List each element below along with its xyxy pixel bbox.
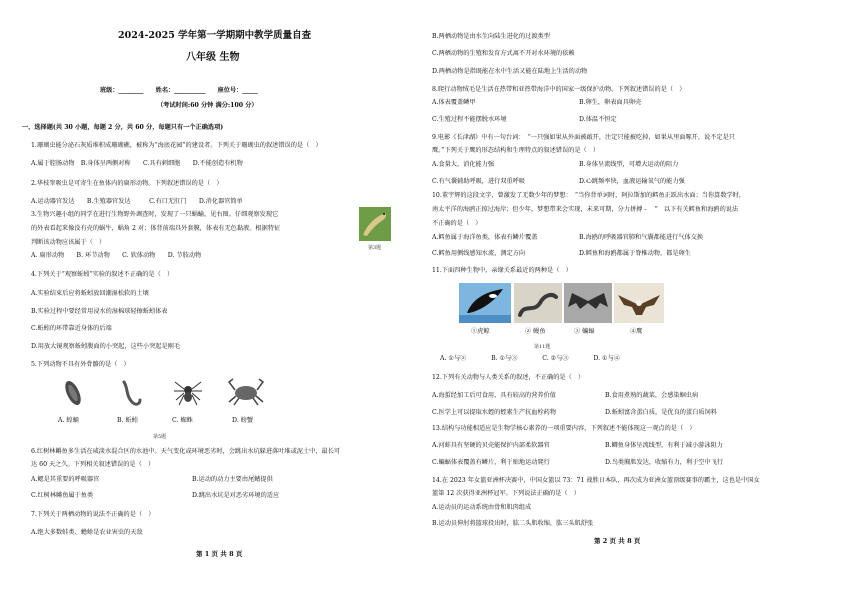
exam-title: 2024-2025 学年第一学期期中教学质量自查 <box>118 30 312 41</box>
question-6-option-a: A.鳃是其重要的呼吸器官 <box>31 476 100 483</box>
question-6-option-b: B.运动的动力主要由尾鳍提供 <box>192 476 273 483</box>
question-12-option-d: D.蚯蚓富含蛋白质，是优良的蛋白质饲料 <box>605 409 717 416</box>
question-8-option-b: B.卵生，卵表面具卵壳 <box>579 99 642 106</box>
question-4: 4.下列关于“观察蚯蚓”实验的叙述不正确的是（ ） <box>31 271 174 278</box>
question-13: 13.结构与功能相适应是生物学核心素养的一项重要内容，下列叙述不能体现这一观点的是（ ） <box>432 425 696 432</box>
locust-nymph-image <box>58 376 88 408</box>
question-6-line-1: 6.红树林鳉鱼多生活在咸淡水混合区的水池中。天气变化或环境恶劣时，会跳出水坑躲进落叶堆或泥土中，最长可 <box>31 448 341 455</box>
student-info-line: 班级：________ 姓名：__________ 座位号：_____ <box>100 87 258 94</box>
question-7-option-a: A.绝大多数蛙类、蟾蜍是农业害虫的天敌 <box>31 529 143 536</box>
figure-11-caption: 第11题 <box>534 344 551 350</box>
question-9-option-b: B.身体呈流线型，可增大运动的阻力 <box>579 161 679 168</box>
section-heading: 一、选择题(共 30 小题，每题 2 分，共 60 分，每题只有一个正确选项) <box>22 124 224 131</box>
question-4-option-b: B.实验过程中要经常用浸水的湿棉球轻擦蚯蚓体表 <box>31 308 168 315</box>
question-10-option-d: D.鳕鱼和海鸥都属于脊椎动物，都是卵生 <box>579 250 691 257</box>
question-9-option-a: A.食量大，消化能力强 <box>432 161 495 168</box>
question-10-line-3: 不正确的是（ ） <box>432 220 482 227</box>
exam-info: （考试时间:60 分钟 满分:100 分） <box>157 102 258 109</box>
question-9-line-1: 9.电影《长津湖》中有一句台词： “一只强如果从外面被敲开，注定只能被吃掉，如果从里面啄开，说不定是只 <box>432 134 735 141</box>
slug-photo <box>359 207 391 241</box>
question-13-option-a: A.河蚌具有坚硬的贝壳能保护内部柔软器官 <box>432 442 550 449</box>
question-8-option-a: A.体表覆盖鳞甲 <box>432 99 476 106</box>
question-13-option-c: C.蝙蝠体表覆盖有鳞片，利于贴地运动爬行 <box>432 459 550 466</box>
question-12-option-b: B.食用煮熟的蔬菜，会感染蛔虫病 <box>605 392 699 399</box>
question-7-option-c: C.两栖动物的生殖和发育方式离不开对水环境的依赖 <box>432 50 575 57</box>
question-8-option-d: D.体温不恒定 <box>579 116 617 123</box>
question-13-option-d: D.鸟类胸肌发达，收缩有力，利于空中飞行 <box>605 459 724 466</box>
question-14-option-a: A.运动员的运动系统由骨和肌肉组成 <box>432 504 532 511</box>
question-10-option-b: B.海鸥的呼吸器官肺和气囊都能进行气体交换 <box>579 234 704 241</box>
question-5: 5.下列动物不具有外骨骼的是（ ） <box>31 361 130 368</box>
question-3-options: A. 扁形动物 B. 环节动物 C. 软体动物 D. 节肢动物 <box>31 252 202 259</box>
crab-image <box>226 373 266 409</box>
question-4-option-c: C.蚯蚓的环带靠近身体的后端 <box>31 325 112 332</box>
question-9-option-d: D.心跳频率快，血液运输氧气的能力强 <box>579 178 685 185</box>
question-4-option-d: D.用放大镜观察蚯蚓腹面的小突起，这些小突起是刚毛 <box>31 343 181 350</box>
q5-label-c: C. 蜘蛛 <box>172 417 193 424</box>
question-12: 12.下列有关动物与人类关系的叙述，不正确的是（ ） <box>432 374 585 381</box>
question-10-line-2: 南太平洋的海鸥正掠过海岸；但少年，梦想带来会实现，未来可期，分力拼搏 - ” 以下有关鳕鱼和海鸥的说法 <box>432 206 739 213</box>
question-8-option-c: C.生殖过程不能摆脱水环境 <box>432 116 507 123</box>
question-4-option-a: A.实验结束后应将蚯蚓放回潮湿松软的土壤 <box>31 290 149 297</box>
question-6-option-c: C.红树林鳉鱼属于鱼类 <box>31 492 94 499</box>
figure-5-caption: 第5题 <box>153 434 167 440</box>
question-2-options: A.运动器官发达 B.生殖器官发达 C.有口无肛门 D.消化器官简单 <box>31 198 243 205</box>
page-2 <box>430 0 860 608</box>
q5-label-a: A. 蝗蛹 <box>58 417 79 424</box>
question-1-options: A.属于腔肠动物 B.身体呈两侧对称 C.具有刺细胞 D.不能创造有机物 <box>31 160 243 167</box>
question-9-line-2: 鹰。”下列关于鹰的形态结构和生理特点的叙述错误的是（ ） <box>432 147 600 154</box>
question-14-option-b: B.运动员伸肘将篮球投出时，肱二头肌收缩，肱三头肌舒张 <box>432 520 594 527</box>
exam-subtitle: 八年级 生物 <box>186 52 240 63</box>
question-6-option-d: D.跳出水坑是对恶劣环境的适应 <box>192 492 280 499</box>
question-9-option-c: C.有气囊辅助呼吸，进行双重呼吸 <box>432 178 526 185</box>
question-3-line-1: 3.生物兴趣小组的同学在进行生物野外调查时，发现了一只蜗蝓，见右图。仔细观察发现它 <box>31 211 279 218</box>
question-14-line-1: 14.在 2023 年女篮亚洲杯决赛中，中国女篮以 73：71 战胜日本队，再次成为亚洲女篮顶级赛事的霸主，这也是中国女 <box>432 477 760 484</box>
page-1-footer: 第 1 页 共 8 页 <box>196 550 243 558</box>
question-1: 1.珊瑚虫能分泌石灰质堆积成珊瑚礁，被称为“海底花园”的建设者。下列关于珊瑚虫的叙述错误的是（ ） <box>31 142 322 149</box>
question-10-option-a: A.鳕鱼属于海洋鱼类，体表有鳞片覆盖 <box>432 234 538 241</box>
question-10-line-1: 10.董宇辉的这段文字，曾激发了无数少年的梦想： “当你背单词时，阿拉斯加的鳕鱼正跃出水面；当你算数学时， <box>432 192 746 199</box>
q5-label-d: D. 螃蟹 <box>232 417 254 424</box>
question-14-line-2: 篮第 12 次获得亚洲杯冠军。下列说法正确的是（ ） <box>432 490 580 497</box>
page-2-footer: 第 2 页 共 8 页 <box>594 537 641 545</box>
q5-label-b: B. 蚯蚓 <box>117 417 138 424</box>
spider-image <box>172 376 204 408</box>
question-7-option-d: D.两栖动物是指既能在水中生活又能在陆地上生活的动物 <box>432 68 588 75</box>
bat-image <box>564 283 612 323</box>
orca-image <box>459 283 511 323</box>
q11-label-4: ④鹰 <box>630 328 643 335</box>
question-13-option-b: B.鲫鱼身体呈流线型，有利于减小游泳阻力 <box>605 442 723 449</box>
question-12-option-a: A.海蜇经加工后可食用，具有较高的营养价值 <box>432 392 556 399</box>
question-3-line-3: 判断该动物应该属于（ ） <box>31 239 106 246</box>
earthworm-image <box>118 378 146 408</box>
question-8: 8.爬行动物绒毛是生活在热带和亚热带海洋中的国家一级保护动物。下列叙述错误的是（ ） <box>432 86 686 93</box>
question-11-options: A. ①与② B. ①与③ C. ②与③ D. ①与④ <box>440 355 620 362</box>
question-11: 11.下面四种生物中，亲缘关系最近的两种是（ ） <box>432 267 572 274</box>
q11-label-3: ③ 蝙蝠 <box>574 328 595 335</box>
q11-label-1: ①虎鲸 <box>471 328 490 335</box>
eel-image <box>514 283 562 323</box>
eagle-image <box>614 283 664 323</box>
question-3-line-2: 的外表看起来像没有壳的蜗牛，蜗角 2 对；体背前端具外套膜，体表有无色黏液。根据特征 <box>31 225 281 232</box>
question-7: 7.下列关于两栖动物的说法不正确的是（ ） <box>31 511 155 518</box>
figure-3-caption: 第3题 <box>368 245 382 251</box>
question-2: 2.华枝睾吸虫是可寄生在鱼体内的扁形动物。下列叙述错误的是（ ） <box>31 180 223 187</box>
question-12-option-c: C.医学上可以提取水蛭的蛭素生产抗血栓药物 <box>432 409 557 416</box>
question-7-option-b: B.两栖动物是由水生向陆生进化的过渡类型 <box>432 33 550 40</box>
q11-label-2: ② 鳗鱼 <box>525 328 546 335</box>
question-10-option-c: C.鳕鱼用侧线感知水流，测定方向 <box>432 250 526 257</box>
question-6-line-2: 达 60 天之久。下列相关叙述错误的是（ ） <box>31 461 155 468</box>
